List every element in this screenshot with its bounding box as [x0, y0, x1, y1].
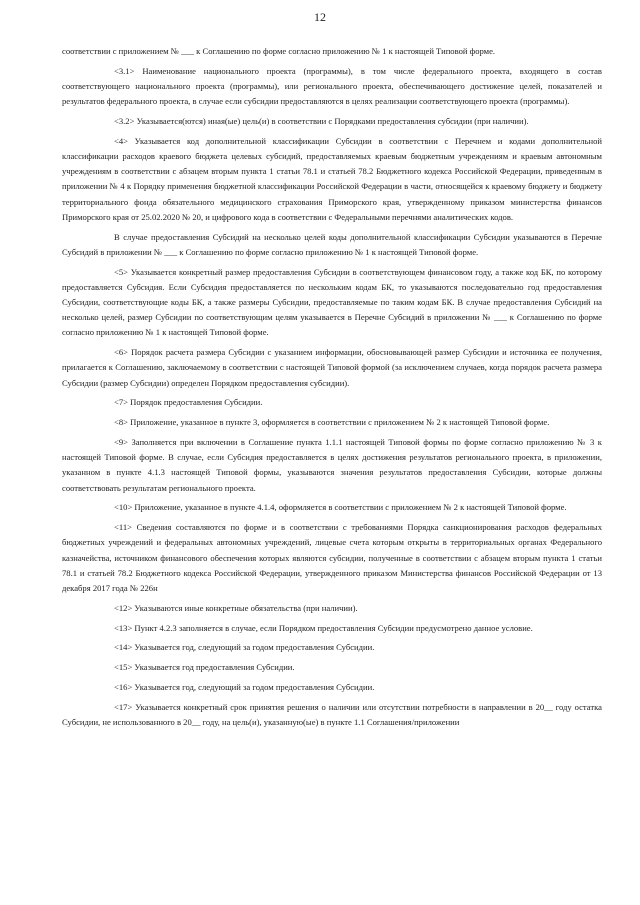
footnote-17: <17> Указывается конкретный срок принятия решения о наличии или отсутствии потребности в направлении в 20__ году остатка Субсидии, не использованного в 20__ году, на цель(и), указанную(ые) в пункте 1.1 Соглашения/приложении [62, 701, 602, 728]
footnote-6: <6> Порядок расчета размера Субсидии с указанием информации, обосновывающей размер Субсидии и источника ее получения, прилагается к Соглашению, заключаемому в соответствии с настоящей Типовой формой (за исключением случаев, когда порядок расчета размера Субсидии (размер Субсидии) определен Порядком предоставления субсидии). [62, 347, 602, 388]
footnote-13: <13> Пункт 4.2.3 заполняется в случае, если Порядком предоставления Субсидии предусмотрено данное условие. [114, 622, 533, 633]
document-body [62, 44, 602, 735]
footnote-9: <9> Заполняется при включении в Соглашение пункта 1.1.1 настоящей Типовой формы по форме согласно приложению № 3 к настоящей Типовой форме. В случае, если Субсидия предоставляется в целях достижения результатов регионального проекта, в приложении, указанном в пункте 4.1.3 настоящей Типовой формы, указываются значения результатов предоставления Субсидии, которые должны соответствовать результатам регионального проекта. [62, 437, 602, 493]
paragraph-continuation: соответствии с приложением № ___ к Соглашению по форме согласно приложению № 1 к настоящей Типовой форме. [62, 46, 496, 56]
footnote-16: <16> Указывается год, следующий за годом предоставления Субсидии. [114, 682, 375, 693]
footnote-4: <4> Указывается код дополнительной классификации Субсидии в соответствии с Перечнем и кодами дополнительной классификации расходов краевого бюджета целевых субсидий, предоставляемых краевым бюджетным учреждениям и краевым автономным учреждениям в соответствии с абзацем вторым пункта 1 статьи 78.1 и статьей 78.2 Бюджетного кодекса Российской Федерации, приведенным в приложении № 4 к Порядку применения бюджетной классификации Российской Федерации в части, относящейся к краевому бюджету и бюджету территориального фонда обязательного медицинского страхования Приморского края, утвержденному приказом министерства финансов Приморского края от 25.02.2020 № 20, и цифрового кода в соответствии с Федеральными перечнями аналитических кодов. [62, 135, 602, 222]
footnote-3-1: <3.1> Наименование национального проекта (программы), в том числе федерального проекта, входящего в состав соответствующего национального проекта (программы), или регионального проекта, обеспечивающего достижение целей, показателей и результатов федерального проекта, в случае если субсидии предоставляются в целях реализации соответствующего проекта (программы). [62, 65, 602, 107]
footnote-5: <5> Указывается конкретный размер предоставления Субсидии в соответствующем финансовом году, а также код БК, по которому предоставляется Субсидия. Если Субсидия предоставляется по нескольким кодам БК, то указываются последовательно год предоставления Субсидии, соответствующие коды БК, а также размеры Субсидии, предоставляемые по таким кодам БК. В случае предоставления Субсидий на несколько целей, размер Субсидии по соответствующим целям указывается в Перечне Субсидий в приложении № ___ к Соглашению по форме согласно приложению № 1 к настоящей Типовой форме. [62, 266, 602, 338]
page-number: 12 [314, 10, 326, 24]
footnote-4-continuation: В случае предоставления Субсидий на несколько целей коды дополнительной классификации Субсидии указываются в Перечне Субсидий в приложении № ___ к Соглашению по форме согласно приложению № 1 к настоящей Типовой форме. [62, 231, 602, 257]
footnote-10: <10> Приложение, указанное в пункте 4.1.4, оформляется в соответствии с приложением № 2 к настоящей Типовой форме. [114, 502, 567, 513]
footnote-15: <15> Указывается год предоставления Субсидии. [114, 662, 295, 673]
footnote-7: <7> Порядок предоставления Субсидии. [114, 397, 263, 408]
footnote-3-2: <3.2> Указывается(ются) иная(ые) цель(и) в соответствии с Порядками предоставления субсидии (при наличии). [114, 116, 529, 126]
footnote-12: <12> Указываются иные конкретные обязательства (при наличии). [114, 602, 358, 613]
footnote-8: <8> Приложение, указанное в пункте 3, оформляется в соответствии с приложением № 2 к настоящей Типовой форме. [114, 417, 550, 428]
footnote-14: <14> Указывается год, следующий за годом предоставления Субсидии. [114, 642, 375, 653]
footnote-11: <11> Сведения составляются по форме и в соответствии с требованиями Порядка санкционирования расходов федеральных бюджетных учреждений и федеральных автономных учреждений, лицевые счета которым открыты в территориальных органах Федерального казначейства, источником финансового обеспечения которых являются субсидии, полученные в соответствии с абзацем вторым пункта 1 статьи 78.1 и статьей 78.2 Бюджетного кодекса Российской Федерации, утвержденного приказом Министерства финансов Российской Федерации от 13 декабря 2017 года № 226н [62, 522, 602, 594]
